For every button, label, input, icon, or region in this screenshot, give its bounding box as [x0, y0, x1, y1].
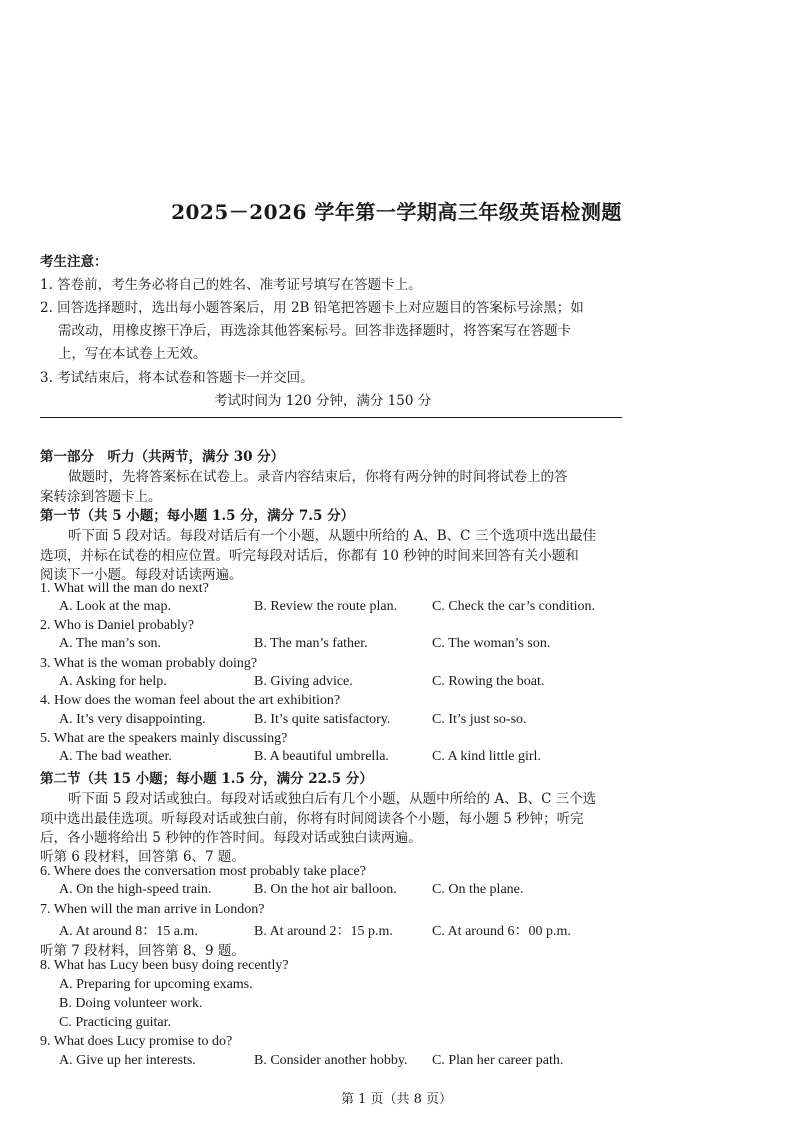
option-c: C. The woman’s son. [432, 636, 551, 651]
option-a: A. On the high-speed train. [59, 882, 212, 897]
section2-intro: 听下面 5 段对话或独白。每段对话或独白后有几个小题，从题中所给的 A、B、C 三个选 [68, 791, 597, 807]
option-b: B. Giving advice. [254, 674, 353, 689]
option-b: B. Consider another hobby. [254, 1053, 408, 1068]
divider-rule [40, 417, 622, 418]
question-stem: 9. What does Lucy promise to do? [40, 1034, 233, 1049]
part1-intro: 做题时，先将答案标在试卷上。录音内容结束后，你将有两分钟的时间将试卷上的答 [68, 469, 568, 485]
notice-item: 3. 考试结束后，将本试卷和答题卡一并交回。 [40, 370, 314, 386]
notice-item: 需改动，用橡皮擦干净后，再选涂其他答案标号。回答非选择题时，将答案写在答题卡 [58, 323, 571, 339]
part1-intro: 案转涂到答题卡上。 [40, 489, 162, 505]
question-stem: 6. Where does the conversation most probably take place? [40, 864, 366, 879]
option-a: A. It’s very disappointing. [59, 712, 206, 727]
option-a: A. Preparing for upcoming exams. [59, 977, 253, 992]
option-a: A. The man’s son. [59, 636, 162, 651]
option-c: C. A kind little girl. [432, 749, 541, 764]
page-footer: 第 1 页（共 8 页） [340, 1092, 453, 1107]
section1-heading: 第一节（共 5 小题；每小题 1.5 分，满分 7.5 分） [40, 508, 355, 524]
option-c: C. Rowing the boat. [432, 674, 545, 689]
part1-heading: 第一部分 听力（共两节，满分 30 分） [40, 449, 285, 465]
option-c: C. On the plane. [432, 882, 524, 897]
question-stem: 2. Who is Daniel probably? [40, 618, 195, 633]
question-stem: 1. What will the man do next? [40, 581, 209, 596]
question-stem: 5. What are the speakers mainly discussing? [40, 731, 288, 746]
notice-item: 1. 答卷前，考生务必将自己的姓名、准考证号填写在答题卡上。 [40, 277, 422, 293]
section1-intro: 阅读下一小题。每段对话读两遍。 [40, 567, 243, 583]
option-b: B. On the hot air balloon. [254, 882, 397, 897]
section1-intro: 选项，并标在试卷的相应位置。听完每段对话后，你都有 10 秒钟的时间来回答有关小题和 [40, 548, 579, 564]
exam-title: 2025－2026 学年第一学期高三年级英语检测题 [171, 200, 622, 224]
notice-item: 2. 回答选择题时，选出每小题答案后，用 2B 铅笔把答题卡上对应题目的答案标号涂黑；如 [40, 300, 584, 316]
option-a: A. At around 8：15 a.m. [59, 924, 198, 939]
question-stem: 3. What is the woman probably doing? [40, 656, 258, 671]
section2-intro: 后，各小题将给出 5 秒钟的作答时间。每段对话或独白读两遍。 [40, 830, 422, 846]
material-instruction: 听第 7 段材料，回答第 8、9 题。 [40, 943, 245, 959]
option-b: B. At around 2：15 p.m. [254, 924, 393, 939]
option-b: B. The man’s father. [254, 636, 368, 651]
notice-item: 上，写在本试卷上无效。 [58, 346, 207, 362]
question-stem: 4. How does the woman feel about the art exhibition? [40, 693, 341, 708]
question-stem: 7. When will the man arrive in London? [40, 902, 265, 917]
option-b: B. Review the route plan. [254, 599, 398, 614]
option-a: A. The bad weather. [59, 749, 172, 764]
option-c: C. It’s just so-so. [432, 712, 527, 727]
option-b: B. It’s quite satisfactory. [254, 712, 391, 727]
option-a: A. Give up her interests. [59, 1053, 196, 1068]
option-c: C. Plan her career path. [432, 1053, 564, 1068]
exam-time-line: 考试时间为 120 分钟，满分 150 分 [214, 393, 432, 409]
option-c: C. At around 6：00 p.m. [432, 924, 571, 939]
option-a: A. Look at the map. [59, 599, 171, 614]
option-b: B. A beautiful umbrella. [254, 749, 389, 764]
section2-heading: 第二节（共 15 小题；每小题 1.5 分，满分 22.5 分） [40, 771, 373, 787]
option-b: B. Doing volunteer work. [59, 996, 203, 1011]
option-c: C. Practicing guitar. [59, 1015, 171, 1030]
notice-heading: 考生注意： [40, 254, 108, 270]
option-c: C. Check the car’s condition. [432, 599, 596, 614]
option-a: A. Asking for help. [59, 674, 167, 689]
section1-intro: 听下面 5 段对话。每段对话后有一个小题，从题中所给的 A、B、C 三个选项中选出最佳 [68, 528, 597, 544]
section2-intro: 项中选出最佳选项。听每段对话或独白前，你将有时间阅读各个小题，每小题 5 秒钟；听完 [40, 811, 584, 827]
question-stem: 8. What has Lucy been busy doing recently? [40, 958, 289, 973]
material-instruction: 听第 6 段材料，回答第 6、7 题。 [40, 849, 245, 865]
